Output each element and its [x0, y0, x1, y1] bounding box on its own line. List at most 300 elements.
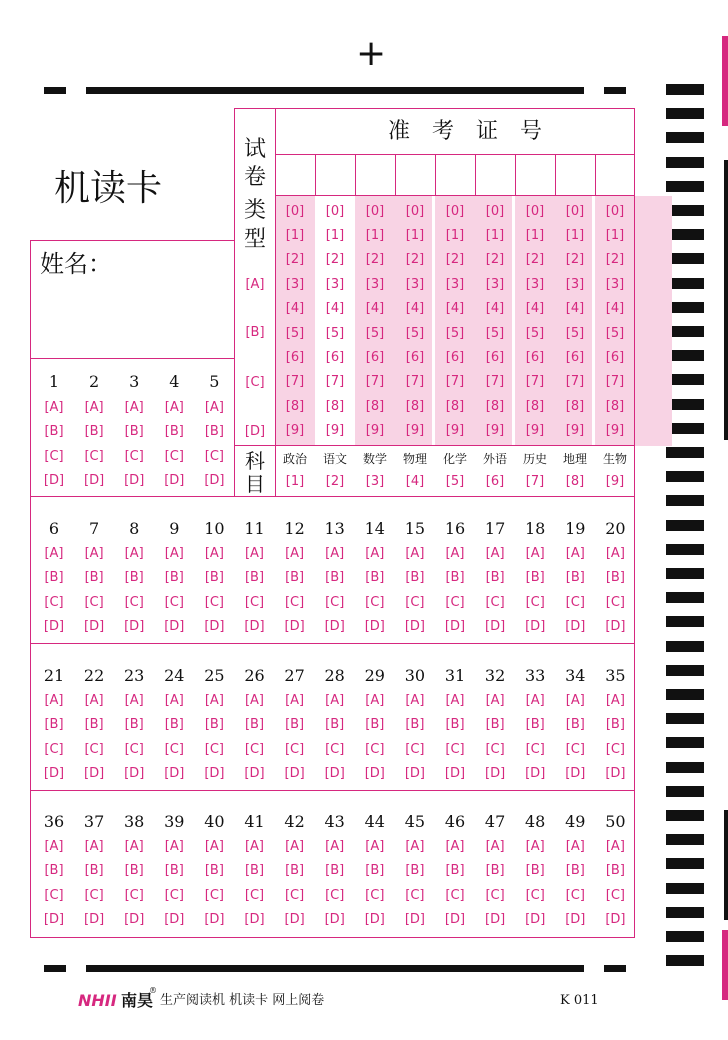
answer-bubble-c[interactable]: [C] — [325, 887, 345, 903]
answer-bubble-c[interactable]: [C] — [325, 741, 345, 757]
answer-bubble-b[interactable]: [B] — [164, 424, 184, 439]
subject-bubble[interactable]: [5] — [445, 473, 465, 489]
exam-id-write-box[interactable] — [437, 157, 473, 193]
subject-bubble[interactable]: [2] — [325, 473, 345, 489]
exam-id-bubble[interactable]: [5] — [325, 325, 345, 341]
exam-id-bubble[interactable]: [9] — [485, 423, 505, 439]
exam-id-bubble[interactable]: [5] — [405, 325, 425, 341]
paper-type-bubble-b[interactable]: [B] — [245, 324, 265, 340]
answer-bubble-b[interactable]: [B] — [485, 717, 505, 732]
exam-id-bubble[interactable]: [7] — [485, 374, 505, 390]
answer-bubble-b[interactable]: [B] — [285, 863, 305, 878]
answer-bubble-d[interactable]: [D] — [84, 766, 105, 781]
exam-id-bubble[interactable]: [0] — [405, 203, 425, 219]
exam-id-bubble[interactable]: [5] — [445, 325, 465, 341]
answer-bubble-b[interactable]: [B] — [605, 570, 625, 585]
answer-bubble-d[interactable]: [D] — [164, 912, 185, 927]
exam-id-bubble[interactable]: [6] — [405, 349, 425, 365]
answer-bubble-c[interactable]: [C] — [565, 741, 585, 757]
exam-id-write-box[interactable] — [357, 157, 393, 193]
exam-id-bubble[interactable]: [4] — [605, 301, 625, 317]
answer-bubble-d[interactable]: [D] — [84, 619, 105, 634]
answer-bubble-d[interactable]: [D] — [43, 473, 65, 488]
exam-id-bubble[interactable]: [3] — [565, 276, 585, 292]
exam-id-bubble[interactable]: [1] — [605, 227, 625, 243]
answer-bubble-c[interactable]: [C] — [525, 741, 545, 757]
answer-bubble-a[interactable]: [A] — [244, 545, 265, 561]
answer-bubble-b[interactable]: [B] — [485, 570, 505, 585]
exam-id-bubble[interactable]: [4] — [365, 301, 385, 317]
answer-bubble-c[interactable]: [C] — [44, 594, 64, 610]
answer-bubble-a[interactable]: [A] — [204, 399, 224, 415]
answer-bubble-b[interactable]: [B] — [124, 863, 144, 878]
exam-id-bubble[interactable]: [7] — [525, 374, 545, 390]
exam-id-bubble[interactable]: [8] — [445, 398, 465, 414]
answer-bubble-c[interactable]: [C] — [605, 594, 625, 610]
answer-bubble-b[interactable]: [B] — [204, 570, 224, 585]
exam-id-write-box[interactable] — [517, 157, 553, 193]
exam-id-bubble[interactable]: [3] — [285, 276, 305, 292]
answer-bubble-a[interactable]: [A] — [124, 692, 144, 708]
answer-bubble-a[interactable]: [A] — [44, 838, 64, 854]
answer-bubble-c[interactable]: [C] — [445, 741, 465, 757]
exam-id-bubble[interactable]: [2] — [525, 252, 545, 268]
answer-bubble-d[interactable]: [D] — [444, 912, 466, 927]
answer-bubble-a[interactable]: [A] — [365, 545, 385, 561]
answer-bubble-c[interactable]: [C] — [44, 741, 64, 757]
exam-id-bubble[interactable]: [0] — [605, 203, 625, 219]
answer-bubble-c[interactable]: [C] — [204, 741, 224, 757]
answer-bubble-d[interactable]: [D] — [284, 912, 305, 927]
answer-bubble-b[interactable]: [B] — [84, 863, 104, 878]
answer-bubble-d[interactable]: [D] — [485, 766, 506, 781]
answer-bubble-d[interactable]: [D] — [244, 619, 265, 634]
subject-bubble[interactable]: [8] — [565, 473, 585, 489]
answer-bubble-d[interactable]: [D] — [324, 766, 345, 781]
answer-bubble-d[interactable]: [D] — [244, 912, 265, 927]
answer-bubble-c[interactable]: [C] — [84, 741, 104, 757]
answer-bubble-a[interactable]: [A] — [44, 692, 64, 708]
answer-bubble-a[interactable]: [A] — [565, 838, 585, 854]
answer-bubble-c[interactable]: [C] — [525, 594, 545, 610]
answer-bubble-b[interactable]: [B] — [164, 863, 184, 878]
exam-id-bubble[interactable]: [1] — [565, 227, 585, 243]
answer-bubble-c[interactable]: [C] — [525, 887, 545, 903]
exam-id-bubble[interactable]: [8] — [605, 398, 625, 414]
answer-bubble-d[interactable]: [D] — [43, 766, 65, 781]
exam-id-bubble[interactable]: [5] — [565, 325, 585, 341]
answer-bubble-a[interactable]: [A] — [244, 838, 265, 854]
exam-id-bubble[interactable]: [0] — [325, 203, 345, 219]
answer-bubble-c[interactable]: [C] — [605, 741, 625, 757]
exam-id-bubble[interactable]: [9] — [565, 423, 585, 439]
answer-bubble-c[interactable]: [C] — [164, 887, 184, 903]
subject-bubble[interactable]: [9] — [605, 473, 625, 489]
answer-bubble-a[interactable]: [A] — [485, 545, 505, 561]
answer-bubble-b[interactable]: [B] — [325, 570, 345, 585]
answer-bubble-a[interactable]: [A] — [164, 399, 184, 415]
exam-id-bubble[interactable]: [3] — [525, 276, 545, 292]
answer-bubble-b[interactable]: [B] — [44, 717, 64, 732]
answer-bubble-b[interactable]: [B] — [445, 717, 465, 732]
exam-id-bubble[interactable]: [9] — [405, 423, 425, 439]
answer-bubble-c[interactable]: [C] — [164, 594, 184, 610]
exam-id-bubble[interactable]: [1] — [485, 227, 505, 243]
exam-id-bubble[interactable]: [8] — [485, 398, 505, 414]
exam-id-bubble[interactable]: [7] — [285, 374, 305, 390]
answer-bubble-d[interactable]: [D] — [605, 619, 626, 634]
answer-bubble-a[interactable]: [A] — [164, 838, 184, 854]
answer-bubble-a[interactable]: [A] — [84, 399, 104, 415]
answer-bubble-d[interactable]: [D] — [84, 473, 105, 488]
answer-bubble-b[interactable]: [B] — [204, 863, 224, 878]
answer-bubble-b[interactable]: [B] — [84, 424, 104, 439]
exam-id-bubble[interactable]: [5] — [605, 325, 625, 341]
answer-bubble-c[interactable]: [C] — [124, 887, 144, 903]
exam-id-bubble[interactable]: [3] — [405, 276, 425, 292]
answer-bubble-d[interactable]: [D] — [525, 619, 546, 634]
exam-id-bubble[interactable]: [9] — [285, 423, 305, 439]
answer-bubble-a[interactable]: [A] — [244, 692, 265, 708]
answer-bubble-b[interactable]: [B] — [84, 570, 104, 585]
answer-bubble-d[interactable]: [D] — [404, 619, 425, 634]
exam-id-bubble[interactable]: [0] — [285, 203, 305, 219]
answer-bubble-b[interactable]: [B] — [445, 863, 465, 878]
exam-id-bubble[interactable]: [8] — [405, 398, 425, 414]
exam-id-bubble[interactable]: [2] — [325, 252, 345, 268]
answer-bubble-b[interactable]: [B] — [44, 570, 64, 585]
exam-id-bubble[interactable]: [8] — [285, 398, 305, 414]
exam-id-bubble[interactable]: [4] — [485, 301, 505, 317]
exam-id-bubble[interactable]: [7] — [325, 374, 345, 390]
answer-bubble-c[interactable]: [C] — [244, 887, 265, 903]
answer-bubble-a[interactable]: [A] — [365, 838, 385, 854]
answer-bubble-c[interactable]: [C] — [485, 594, 505, 610]
answer-bubble-a[interactable]: [A] — [164, 545, 184, 561]
exam-id-bubble[interactable]: [8] — [365, 398, 385, 414]
exam-id-bubble[interactable]: [4] — [405, 301, 425, 317]
answer-bubble-a[interactable]: [A] — [525, 692, 545, 708]
answer-bubble-c[interactable]: [C] — [365, 887, 385, 903]
answer-bubble-a[interactable]: [A] — [285, 692, 305, 708]
exam-id-bubble[interactable]: [0] — [365, 203, 385, 219]
answer-bubble-a[interactable]: [A] — [525, 838, 545, 854]
answer-bubble-c[interactable]: [C] — [365, 741, 385, 757]
answer-bubble-c[interactable]: [C] — [124, 594, 144, 610]
answer-bubble-a[interactable]: [A] — [204, 545, 224, 561]
answer-bubble-c[interactable]: [C] — [164, 448, 184, 464]
answer-bubble-c[interactable]: [C] — [405, 741, 425, 757]
answer-bubble-b[interactable]: [B] — [325, 863, 345, 878]
answer-bubble-d[interactable]: [D] — [324, 619, 345, 634]
answer-bubble-d[interactable]: [D] — [565, 766, 586, 781]
subject-bubble[interactable]: [4] — [405, 473, 425, 489]
answer-bubble-b[interactable]: [B] — [365, 717, 385, 732]
answer-bubble-a[interactable]: [A] — [204, 692, 224, 708]
answer-bubble-a[interactable]: [A] — [565, 692, 585, 708]
answer-bubble-a[interactable]: [A] — [325, 545, 345, 561]
answer-bubble-d[interactable]: [D] — [605, 912, 626, 927]
answer-bubble-b[interactable]: [B] — [405, 717, 425, 732]
exam-id-bubble[interactable]: [7] — [405, 374, 425, 390]
exam-id-bubble[interactable]: [0] — [445, 203, 465, 219]
answer-bubble-d[interactable]: [D] — [284, 619, 305, 634]
answer-bubble-b[interactable]: [B] — [485, 863, 505, 878]
answer-bubble-d[interactable]: [D] — [84, 912, 105, 927]
answer-bubble-d[interactable]: [D] — [605, 766, 626, 781]
answer-bubble-d[interactable]: [D] — [485, 619, 506, 634]
exam-id-bubble[interactable]: [5] — [485, 325, 505, 341]
exam-id-bubble[interactable]: [0] — [485, 203, 505, 219]
answer-bubble-b[interactable]: [B] — [124, 570, 144, 585]
exam-id-bubble[interactable]: [6] — [485, 349, 505, 365]
answer-bubble-a[interactable]: [A] — [445, 545, 465, 561]
exam-id-bubble[interactable]: [3] — [485, 276, 505, 292]
answer-bubble-c[interactable]: [C] — [84, 887, 104, 903]
answer-bubble-a[interactable]: [A] — [325, 838, 345, 854]
answer-bubble-c[interactable]: [C] — [485, 741, 505, 757]
answer-bubble-b[interactable]: [B] — [565, 717, 585, 732]
answer-bubble-d[interactable]: [D] — [204, 766, 225, 781]
answer-bubble-c[interactable]: [C] — [124, 741, 144, 757]
answer-bubble-a[interactable]: [A] — [285, 838, 305, 854]
answer-bubble-c[interactable]: [C] — [284, 887, 305, 903]
exam-id-bubble[interactable]: [3] — [605, 276, 625, 292]
exam-id-bubble[interactable]: [4] — [285, 301, 305, 317]
answer-bubble-a[interactable]: [A] — [405, 838, 425, 854]
exam-id-bubble[interactable]: [6] — [605, 349, 625, 365]
exam-id-bubble[interactable]: [8] — [565, 398, 585, 414]
answer-bubble-d[interactable]: [D] — [124, 912, 145, 927]
exam-id-bubble[interactable]: [1] — [285, 227, 305, 243]
answer-bubble-b[interactable]: [B] — [44, 424, 64, 439]
exam-id-bubble[interactable]: [6] — [365, 349, 385, 365]
subject-bubble[interactable]: [3] — [365, 473, 385, 489]
answer-bubble-a[interactable]: [A] — [164, 692, 184, 708]
answer-bubble-b[interactable]: [B] — [565, 570, 585, 585]
paper-type-bubble-a[interactable]: [A] — [245, 276, 265, 292]
subject-bubble[interactable]: [1] — [285, 473, 305, 489]
exam-id-write-box[interactable] — [477, 157, 513, 193]
answer-bubble-b[interactable]: [B] — [325, 717, 345, 732]
answer-bubble-b[interactable]: [B] — [244, 717, 265, 732]
answer-bubble-b[interactable]: [B] — [365, 570, 385, 585]
answer-bubble-c[interactable]: [C] — [124, 448, 144, 464]
answer-bubble-b[interactable]: [B] — [405, 863, 425, 878]
exam-id-bubble[interactable]: [2] — [405, 252, 425, 268]
answer-bubble-d[interactable]: [D] — [444, 619, 466, 634]
answer-bubble-a[interactable]: [A] — [285, 545, 305, 561]
exam-id-bubble[interactable]: [4] — [525, 301, 545, 317]
answer-bubble-c[interactable]: [C] — [244, 594, 265, 610]
answer-bubble-a[interactable]: [A] — [485, 692, 505, 708]
exam-id-bubble[interactable]: [7] — [565, 374, 585, 390]
answer-bubble-c[interactable]: [C] — [84, 448, 104, 464]
exam-id-bubble[interactable]: [9] — [605, 423, 625, 439]
exam-id-bubble[interactable]: [3] — [365, 276, 385, 292]
answer-bubble-b[interactable]: [B] — [525, 717, 545, 732]
answer-bubble-c[interactable]: [C] — [44, 448, 64, 464]
answer-bubble-a[interactable]: [A] — [405, 545, 425, 561]
name-input-area[interactable] — [130, 245, 230, 353]
answer-bubble-a[interactable]: [A] — [605, 838, 625, 854]
answer-bubble-c[interactable]: [C] — [284, 741, 305, 757]
answer-bubble-d[interactable]: [D] — [204, 619, 225, 634]
answer-bubble-a[interactable]: [A] — [84, 692, 104, 708]
answer-bubble-d[interactable]: [D] — [364, 766, 385, 781]
answer-bubble-c[interactable]: [C] — [204, 887, 224, 903]
answer-bubble-a[interactable]: [A] — [405, 692, 425, 708]
exam-id-bubble[interactable]: [8] — [525, 398, 545, 414]
exam-id-bubble[interactable]: [6] — [525, 349, 545, 365]
answer-bubble-b[interactable]: [B] — [204, 717, 224, 732]
answer-bubble-b[interactable]: [B] — [84, 717, 104, 732]
exam-id-bubble[interactable]: [7] — [445, 374, 465, 390]
exam-id-bubble[interactable]: [9] — [325, 423, 345, 439]
answer-bubble-d[interactable]: [D] — [364, 619, 385, 634]
exam-id-bubble[interactable]: [2] — [485, 252, 505, 268]
exam-id-bubble[interactable]: [6] — [565, 349, 585, 365]
answer-bubble-d[interactable]: [D] — [164, 619, 185, 634]
exam-id-bubble[interactable]: [5] — [365, 325, 385, 341]
exam-id-write-box[interactable] — [397, 157, 433, 193]
answer-bubble-d[interactable]: [D] — [444, 766, 466, 781]
answer-bubble-d[interactable]: [D] — [244, 766, 265, 781]
answer-bubble-c[interactable]: [C] — [365, 594, 385, 610]
answer-bubble-a[interactable]: [A] — [365, 692, 385, 708]
answer-bubble-d[interactable]: [D] — [364, 912, 385, 927]
answer-bubble-a[interactable]: [A] — [325, 692, 345, 708]
answer-bubble-c[interactable]: [C] — [204, 448, 224, 464]
answer-bubble-a[interactable]: [A] — [84, 838, 104, 854]
answer-bubble-b[interactable]: [B] — [365, 863, 385, 878]
answer-bubble-b[interactable]: [B] — [525, 570, 545, 585]
exam-id-bubble[interactable]: [5] — [525, 325, 545, 341]
answer-bubble-a[interactable]: [A] — [525, 545, 545, 561]
answer-bubble-a[interactable]: [A] — [605, 545, 625, 561]
exam-id-write-box[interactable] — [557, 157, 593, 193]
exam-id-bubble[interactable]: [8] — [325, 398, 345, 414]
exam-id-write-box[interactable] — [317, 157, 353, 193]
answer-bubble-d[interactable]: [D] — [164, 473, 185, 488]
answer-bubble-c[interactable]: [C] — [164, 741, 184, 757]
answer-bubble-c[interactable]: [C] — [204, 594, 224, 610]
exam-id-write-box[interactable] — [597, 157, 633, 193]
exam-id-bubble[interactable]: [2] — [445, 252, 465, 268]
exam-id-bubble[interactable]: [9] — [525, 423, 545, 439]
answer-bubble-c[interactable]: [C] — [284, 594, 305, 610]
answer-bubble-d[interactable]: [D] — [204, 912, 225, 927]
exam-id-bubble[interactable]: [1] — [325, 227, 345, 243]
answer-bubble-d[interactable]: [D] — [124, 619, 145, 634]
answer-bubble-a[interactable]: [A] — [605, 692, 625, 708]
answer-bubble-c[interactable]: [C] — [445, 594, 465, 610]
answer-bubble-b[interactable]: [B] — [405, 570, 425, 585]
answer-bubble-c[interactable]: [C] — [405, 887, 425, 903]
answer-bubble-c[interactable]: [C] — [565, 594, 585, 610]
answer-bubble-d[interactable]: [D] — [284, 766, 305, 781]
answer-bubble-b[interactable]: [B] — [285, 717, 305, 732]
answer-bubble-d[interactable]: [D] — [404, 912, 425, 927]
answer-bubble-c[interactable]: [C] — [485, 887, 505, 903]
answer-bubble-d[interactable]: [D] — [164, 766, 185, 781]
answer-bubble-c[interactable]: [C] — [325, 594, 345, 610]
exam-id-bubble[interactable]: [2] — [605, 252, 625, 268]
exam-id-bubble[interactable]: [5] — [285, 325, 305, 341]
answer-bubble-d[interactable]: [D] — [525, 766, 546, 781]
answer-bubble-a[interactable]: [A] — [485, 838, 505, 854]
answer-bubble-a[interactable]: [A] — [124, 399, 144, 415]
exam-id-bubble[interactable]: [7] — [365, 374, 385, 390]
exam-id-bubble[interactable]: [0] — [525, 203, 545, 219]
answer-bubble-c[interactable]: [C] — [445, 887, 465, 903]
answer-bubble-a[interactable]: [A] — [84, 545, 104, 561]
answer-bubble-c[interactable]: [C] — [244, 741, 265, 757]
answer-bubble-d[interactable]: [D] — [565, 619, 586, 634]
answer-bubble-a[interactable]: [A] — [204, 838, 224, 854]
answer-bubble-d[interactable]: [D] — [404, 766, 425, 781]
exam-id-bubble[interactable]: [4] — [445, 301, 465, 317]
exam-id-bubble[interactable]: [3] — [325, 276, 345, 292]
answer-bubble-d[interactable]: [D] — [204, 473, 225, 488]
paper-type-bubble-c[interactable]: [C] — [245, 374, 265, 390]
exam-id-bubble[interactable]: [4] — [565, 301, 585, 317]
exam-id-bubble[interactable]: [2] — [285, 252, 305, 268]
answer-bubble-a[interactable]: [A] — [124, 545, 144, 561]
answer-bubble-b[interactable]: [B] — [204, 424, 224, 439]
exam-id-bubble[interactable]: [1] — [365, 227, 385, 243]
answer-bubble-d[interactable]: [D] — [124, 473, 145, 488]
answer-bubble-a[interactable]: [A] — [44, 399, 64, 415]
answer-bubble-c[interactable]: [C] — [565, 887, 585, 903]
answer-bubble-c[interactable]: [C] — [44, 887, 64, 903]
answer-bubble-b[interactable]: [B] — [605, 717, 625, 732]
answer-bubble-a[interactable]: [A] — [445, 838, 465, 854]
answer-bubble-b[interactable]: [B] — [124, 424, 144, 439]
subject-bubble[interactable]: [7] — [525, 473, 545, 489]
answer-bubble-b[interactable]: [B] — [164, 717, 184, 732]
exam-id-bubble[interactable]: [4] — [325, 301, 345, 317]
exam-id-bubble[interactable]: [1] — [405, 227, 425, 243]
answer-bubble-c[interactable]: [C] — [605, 887, 625, 903]
answer-bubble-b[interactable]: [B] — [44, 863, 64, 878]
answer-bubble-c[interactable]: [C] — [84, 594, 104, 610]
answer-bubble-a[interactable]: [A] — [124, 838, 144, 854]
answer-bubble-d[interactable]: [D] — [324, 912, 345, 927]
exam-id-bubble[interactable]: [2] — [565, 252, 585, 268]
answer-bubble-b[interactable]: [B] — [244, 863, 265, 878]
answer-bubble-b[interactable]: [B] — [124, 717, 144, 732]
exam-id-bubble[interactable]: [3] — [445, 276, 465, 292]
answer-bubble-b[interactable]: [B] — [605, 863, 625, 878]
exam-id-bubble[interactable]: [6] — [325, 349, 345, 365]
answer-bubble-b[interactable]: [B] — [164, 570, 184, 585]
answer-bubble-a[interactable]: [A] — [445, 692, 465, 708]
exam-id-bubble[interactable]: [2] — [365, 252, 385, 268]
exam-id-bubble[interactable]: [6] — [285, 349, 305, 365]
answer-bubble-b[interactable]: [B] — [445, 570, 465, 585]
exam-id-bubble[interactable]: [1] — [525, 227, 545, 243]
exam-id-bubble[interactable]: [9] — [445, 423, 465, 439]
exam-id-bubble[interactable]: [6] — [445, 349, 465, 365]
answer-bubble-d[interactable]: [D] — [43, 912, 65, 927]
exam-id-bubble[interactable]: [0] — [565, 203, 585, 219]
answer-bubble-d[interactable]: [D] — [485, 912, 506, 927]
subject-bubble[interactable]: [6] — [485, 473, 505, 489]
answer-bubble-d[interactable]: [D] — [525, 912, 546, 927]
exam-id-write-box[interactable] — [277, 157, 313, 193]
answer-bubble-d[interactable]: [D] — [43, 619, 65, 634]
